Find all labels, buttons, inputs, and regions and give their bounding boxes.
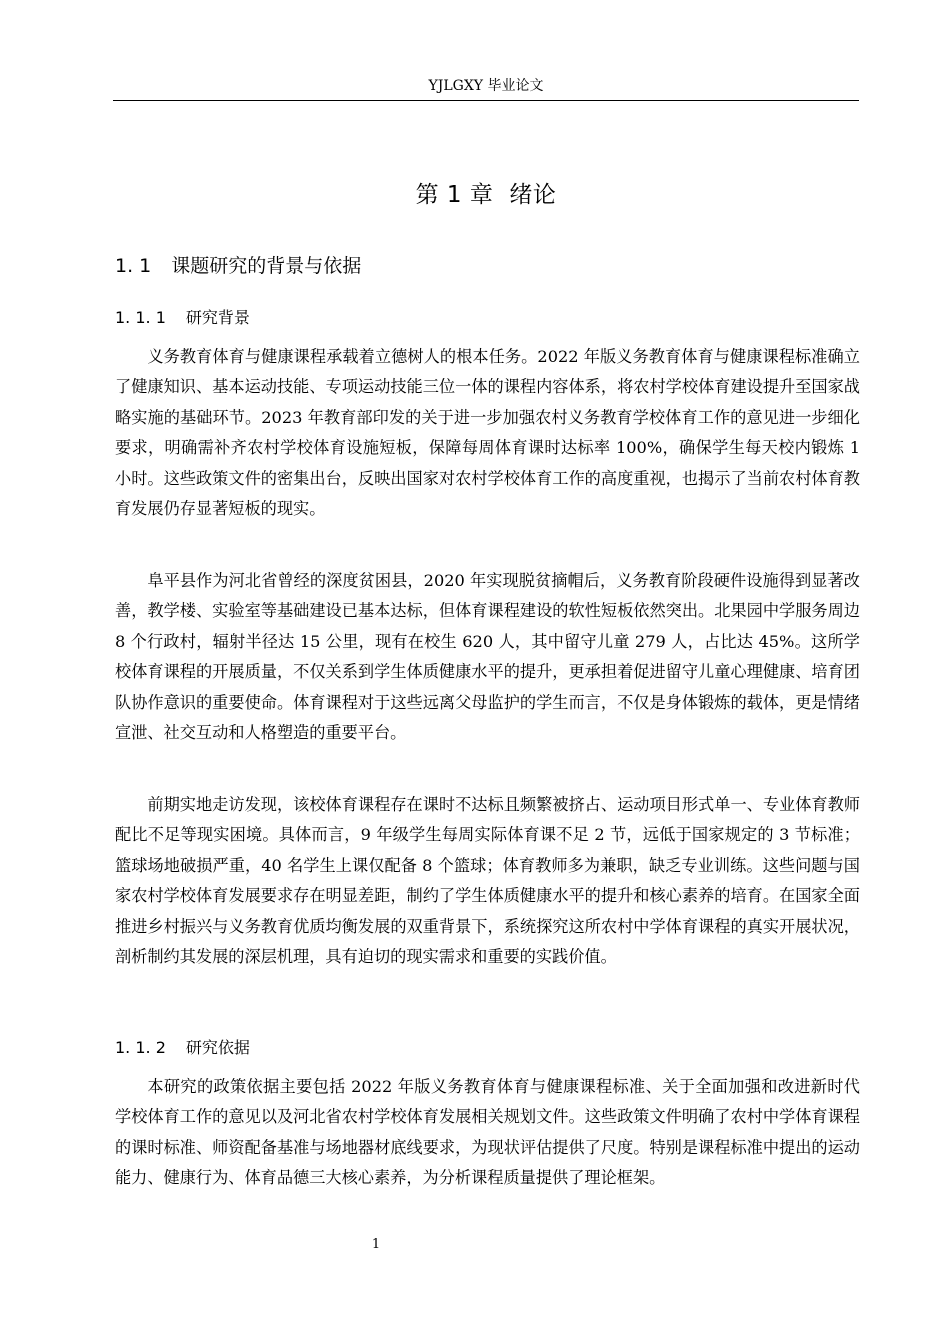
section-heading	[115, 251, 361, 281]
subsection-heading	[115, 1035, 250, 1061]
subsection-number: 1. 1. 1	[115, 308, 166, 327]
chapter-label: 第 1 章	[415, 182, 494, 208]
page-number: 1	[371, 1237, 381, 1252]
chapter-title	[113, 178, 859, 212]
running-header: YJLGXY 毕业论文	[428, 78, 544, 94]
body-paragraph: 义务教育体育与健康课程承载着立德树人的根本任务。2022 年版义务教育体育与健康课程标准确立了健康知识、基本运动技能、专项运动技能三位一体的课程内容体系，将农村学校体育建设提升至国家战略实施的基础环节。2023 年教育部印发的关于进一步加强农村义务教育学校体育工作的意见进一步细化要求，明确需补齐农村学校体育设施短板，保障每周体育课时达标率 100%，确保学生每天校内锻炼 1 小时。这些政策文件的密集出台，反映出国家对农村学校体育工作的高度重视，也揭示了当前农村体育教育发展仍存显著短板的现实。	[115, 347, 860, 519]
body-paragraph: 阜平县作为河北省曾经的深度贫困县，2020 年实现脱贫摘帽后，义务教育阶段硬件设施得到显著改善，教学楼、实验室等基础建设已基本达标，但体育课程建设的软性短板依然突出。北果园中学服务周边 8 个行政村，辐射半径达 15 公里，现有在校生 620 人，其中留守儿童 279 人，占比达 45%。这所学校体育课程的开展质量，不仅关系到学生体质健康水平的提升，更承担着促进留守儿童心理健康、培育团队协作意识的重要使命。体育课程对于这些远离父母监护的学生而言，不仅是身体锻炼的载体，更是情绪宣泄、社交互动和人格塑造的重要平台。	[115, 571, 860, 743]
header-rule	[113, 100, 859, 101]
section-title: 课题研究的背景与依据	[171, 255, 362, 277]
subsection-number: 1. 1. 2	[115, 1038, 166, 1057]
section-number: 1. 1	[115, 255, 152, 277]
body-paragraph: 本研究的政策依据主要包括 2022 年版义务教育体育与健康课程标准、关于全面加强和改进新时代学校体育工作的意见以及河北省农村学校体育发展相关规划文件。这些政策文件明确了农村中学体育课程的课时标准、师资配备基准与场地器材底线要求，为现状评估提供了尺度。特别是课程标准中提出的运动能力、健康行为、体育品德三大核心素养，为分析课程质量提供了理论框架。	[115, 1077, 860, 1188]
chapter-name: 绪论	[509, 182, 557, 208]
subsection-heading	[115, 305, 250, 331]
subsection-title: 研究背景	[185, 308, 250, 327]
subsection-title: 研究依据	[185, 1038, 250, 1057]
body-paragraph: 前期实地走访发现，该校体育课程存在课时不达标且频繁被挤占、运动项目形式单一、专业体育教师配比不足等现实困境。具体而言，9 年级学生每周实际体育课不足 2 节，远低于国家规定的 3 节标准；篮球场地破损严重，40 名学生上课仅配备 8 个篮球；体育教师多为兼职，缺乏专业训练。这些问题与国家农村学校体育发展要求存在明显差距，制约了学生体质健康水平的提升和核心素养的培育。在国家全面推进乡村振兴与义务教育优质均衡发展的双重背景下，系统探究这所农村中学体育课程的真实开展状况，剖析制约其发展的深层机理，具有迫切的现实需求和重要的实践价值。	[115, 795, 860, 967]
